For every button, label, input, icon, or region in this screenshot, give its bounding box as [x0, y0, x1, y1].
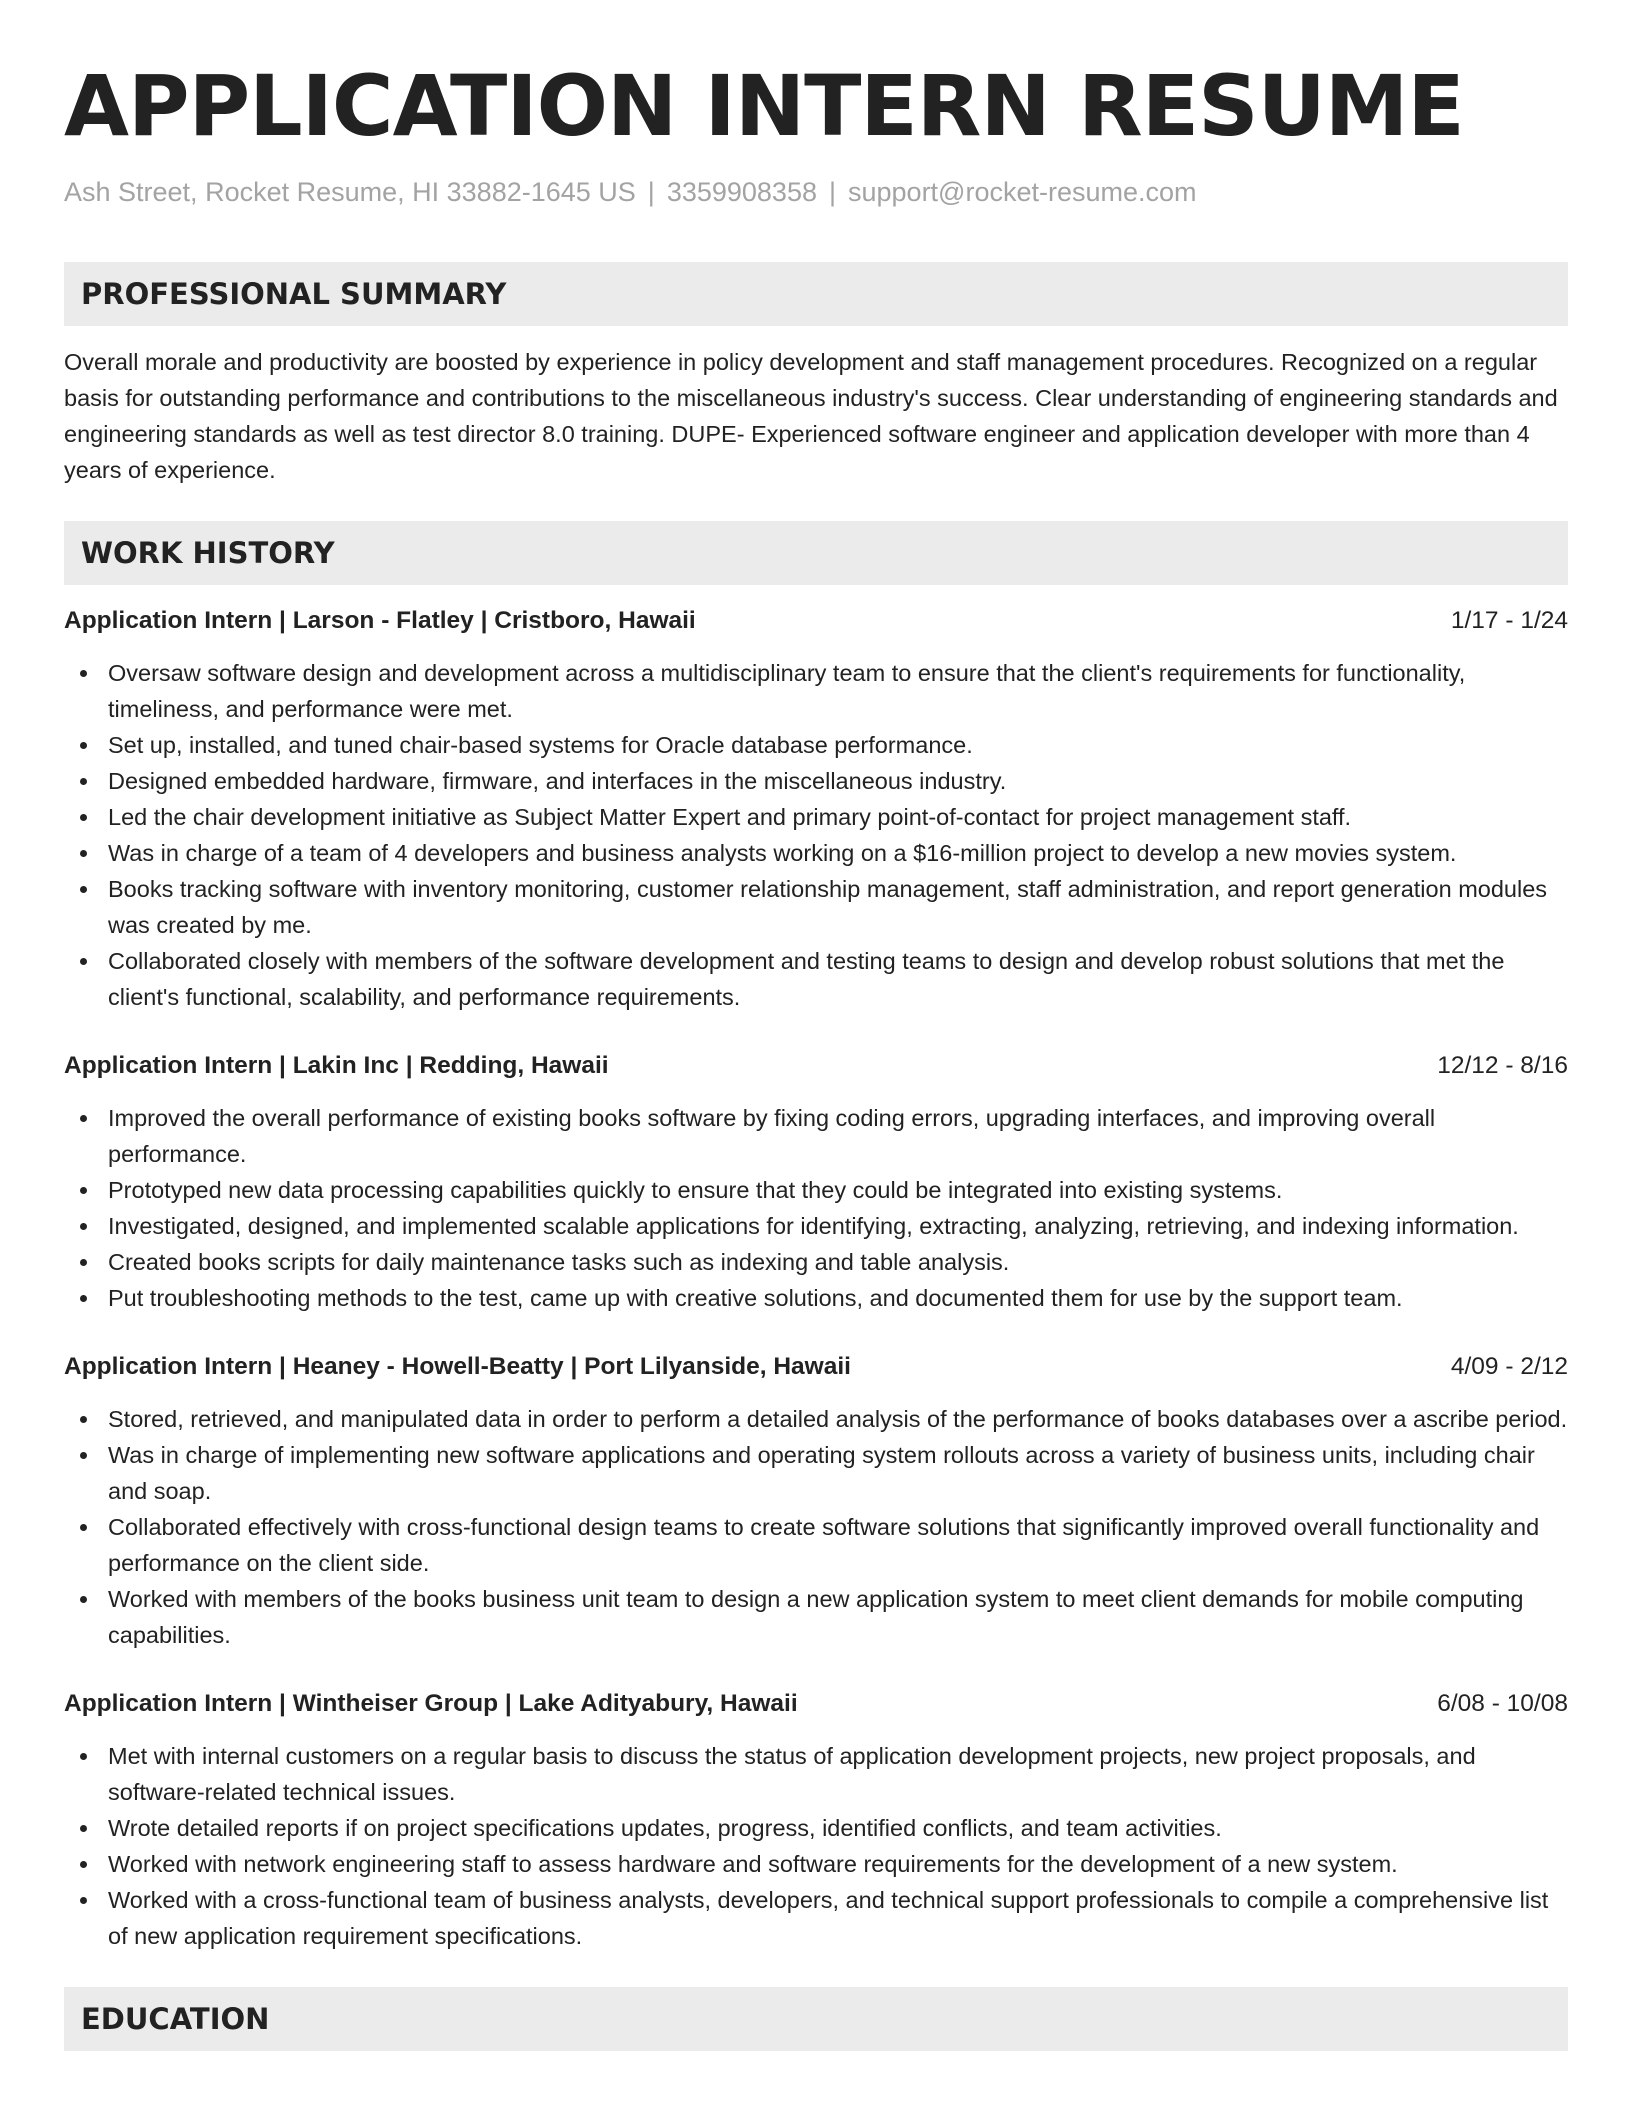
contact-separator: |	[647, 177, 655, 207]
job-bullet: Improved the overall performance of existing books software by fixing coding errors, upgrading interfaces, and improving overall performance.	[64, 1100, 1568, 1172]
contact-address: Ash Street, Rocket Resume, HI 33882-1645 US	[64, 177, 636, 207]
job-bullet: Created books scripts for daily maintenance tasks such as indexing and table analysis.	[64, 1244, 1568, 1280]
job-bullet-list	[64, 655, 1568, 1015]
job-bullet: Oversaw software design and development across a multidisciplinary team to ensure that the client's requirements for functionality, timeliness, and performance were met.	[64, 655, 1568, 727]
job-title: Application Intern | Larson - Flatley | Cristboro, Hawaii	[64, 607, 696, 634]
job-dates: 6/08 - 10/08	[1437, 1690, 1568, 1717]
work-history-list	[64, 603, 1568, 1954]
section-header-summary: PROFESSIONAL SUMMARY	[64, 262, 1568, 326]
job-dates: 12/12 - 8/16	[1437, 1052, 1568, 1079]
contact-separator: |	[828, 177, 836, 207]
job-bullet: Was in charge of a team of 4 developers and business analysts working on a $16-million project to develop a new movies system.	[64, 835, 1568, 871]
job-dates: 4/09 - 2/12	[1450, 1353, 1568, 1380]
job-bullet: Worked with a cross-functional team of business analysts, developers, and technical support professionals to compile a comprehensive list of new application requirement specifications.	[64, 1882, 1568, 1954]
job-bullet: Put troubleshooting methods to the test, came up with creative solutions, and documented them for use by the support team.	[64, 1280, 1568, 1316]
job-title: Application Intern | Heaney - Howell-Beatty | Port Lilyanside, Hawaii	[64, 1353, 851, 1380]
job-bullet: Worked with members of the books business unit team to design a new application system to meet client demands for mobile computing capabilities.	[64, 1581, 1568, 1653]
contact-line	[64, 174, 1568, 210]
job-bullet: Prototyped new data processing capabilities quickly to ensure that they could be integrated into existing systems.	[64, 1172, 1568, 1208]
job-bullet: Led the chair development initiative as Subject Matter Expert and primary point-of-contact for project management staff.	[64, 799, 1568, 835]
job-title: Application Intern | Lakin Inc | Redding, Hawaii	[64, 1052, 609, 1079]
job-header	[64, 1048, 1568, 1084]
job-bullet: Investigated, designed, and implemented scalable applications for identifying, extracting, analyzing, retrieving, and indexing information.	[64, 1208, 1568, 1244]
job-bullet: Was in charge of implementing new software applications and operating system rollouts across a variety of business units, including chair and soap.	[64, 1437, 1568, 1509]
summary-text: Overall morale and productivity are boosted by experience in policy development and staff management procedures. Recognized on a regular basis for outstanding performance and contributions to the miscellaneous industry's success. Clear understanding of engineering standards and engineering standards as well as test director 8.0 training. DUPE- Experienced software engineer and application developer with more than 4 years of experience.	[64, 349, 1558, 483]
section-header-work-history: WORK HISTORY	[64, 521, 1568, 585]
job-bullet: Designed embedded hardware, firmware, and interfaces in the miscellaneous industry.	[64, 763, 1568, 799]
job-bullet-list	[64, 1738, 1568, 1954]
job-bullet: Met with internal customers on a regular basis to discuss the status of application development projects, new project proposals, and software-related technical issues.	[64, 1738, 1568, 1810]
job-bullet-list	[64, 1401, 1568, 1653]
job-bullet-list	[64, 1100, 1568, 1316]
job-bullet: Wrote detailed reports if on project specifications updates, progress, identified conflicts, and team activities.	[64, 1810, 1568, 1846]
job-bullet: Worked with network engineering staff to assess hardware and software requirements for the development of a new system.	[64, 1846, 1568, 1882]
section-header-education: EDUCATION	[64, 1987, 1568, 2051]
job-header	[64, 603, 1568, 639]
job-bullet: Set up, installed, and tuned chair-based systems for Oracle database performance.	[64, 727, 1568, 763]
job-entry	[64, 1048, 1568, 1316]
job-bullet: Collaborated closely with members of the software development and testing teams to design and develop robust solutions that met the client's functional, scalability, and performance requirements.	[64, 943, 1568, 1015]
job-dates: 1/17 - 1/24	[1450, 607, 1568, 634]
job-title: Application Intern | Wintheiser Group | Lake Adityabury, Hawaii	[64, 1690, 798, 1717]
job-header	[64, 1686, 1568, 1722]
job-header	[64, 1349, 1568, 1385]
job-entry	[64, 1686, 1568, 1954]
job-bullet: Stored, retrieved, and manipulated data in order to perform a detailed analysis of the performance of books databases over a ascribe period.	[64, 1401, 1568, 1437]
contact-phone: 3359908358	[666, 177, 817, 207]
job-entry	[64, 603, 1568, 1015]
resume-title: APPLICATION INTERN RESUME	[64, 57, 1464, 155]
contact-email: support@rocket-resume.com	[848, 177, 1197, 207]
job-bullet: Collaborated effectively with cross-functional design teams to create software solutions that significantly improved overall functionality and performance on the client side.	[64, 1509, 1568, 1581]
job-bullet: Books tracking software with inventory monitoring, customer relationship management, staff administration, and report generation modules was created by me.	[64, 871, 1568, 943]
job-entry	[64, 1349, 1568, 1653]
